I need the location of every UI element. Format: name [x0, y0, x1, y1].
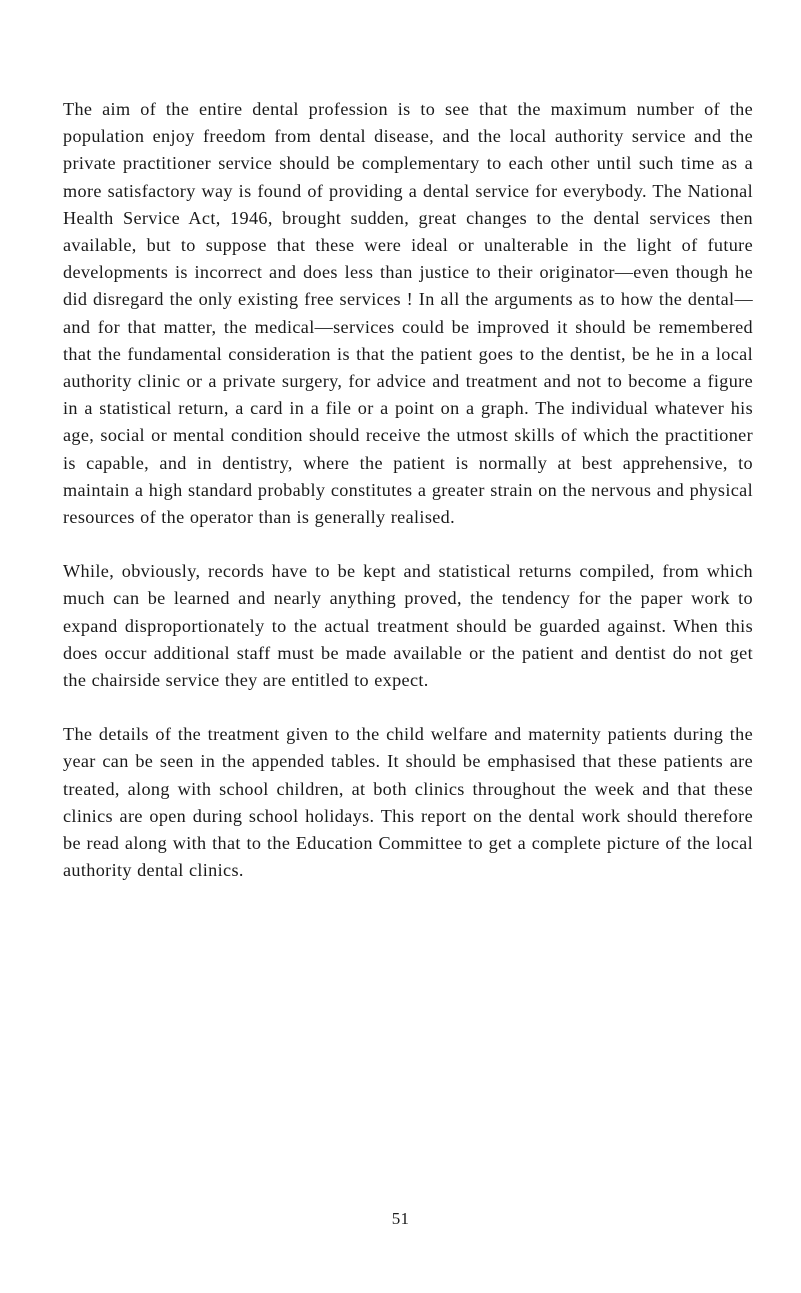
report-page-body — [63, 96, 753, 884]
page-number: 51 — [391, 1209, 410, 1228]
paragraph-records-paperwork: While, obviously, records have to be kept and statistical returns compiled, from which much can be learned and nearly anything proved, the tendency for the paper work to expand disproportionately to the actual treatment should be guarded against. When this does occur additional staff must be made available or the patient and dentist do not get the chairside service they are entitled to expect. — [63, 561, 753, 691]
paragraph-treatment-details: The details of the treatment given to the child welfare and maternity patients during the year can be seen in the appended tables. It should be emphasised that these patients are treated, along with school children, at both clinics throughout the week and that these clinics are open during school holidays. This report on the dental work should therefore be read along with that to the Education Committee to get a complete picture of the local authority dental clinics. — [63, 724, 753, 881]
paragraph-profession-aim: The aim of the entire dental profession is to see that the maximum number of the population enjoy freedom from dental disease, and the local authority service and the private practitioner service should be complementary to each other until such time as a more satisfactory way is found of providing a dental service for everybody. The National Health Service Act, 1946, brought sudden, great changes to the dental services then available, but to suppose that these were ideal or unalterable in the light of future developments is incorrect and does less than justice to their originator—even though he did disregard the only existing free services ! In all the arguments as to how the dental—and for that matter, the medical—services could be improved it should be remembered that the fundamental consideration is that the patient goes to the dentist, be he in a local authority clinic or a private surgery, for advice and treatment and not to become a figure in a statistical return, a card in a file or a point on a graph. The individual whatever his age, social or mental condition should receive the utmost skills of which the practitioner is capable, and in dentistry, where the patient is normally at best apprehensive, to maintain a high standard probably constitutes a greater strain on the nervous and physical resources of the operator than is generally realised. — [63, 99, 753, 528]
